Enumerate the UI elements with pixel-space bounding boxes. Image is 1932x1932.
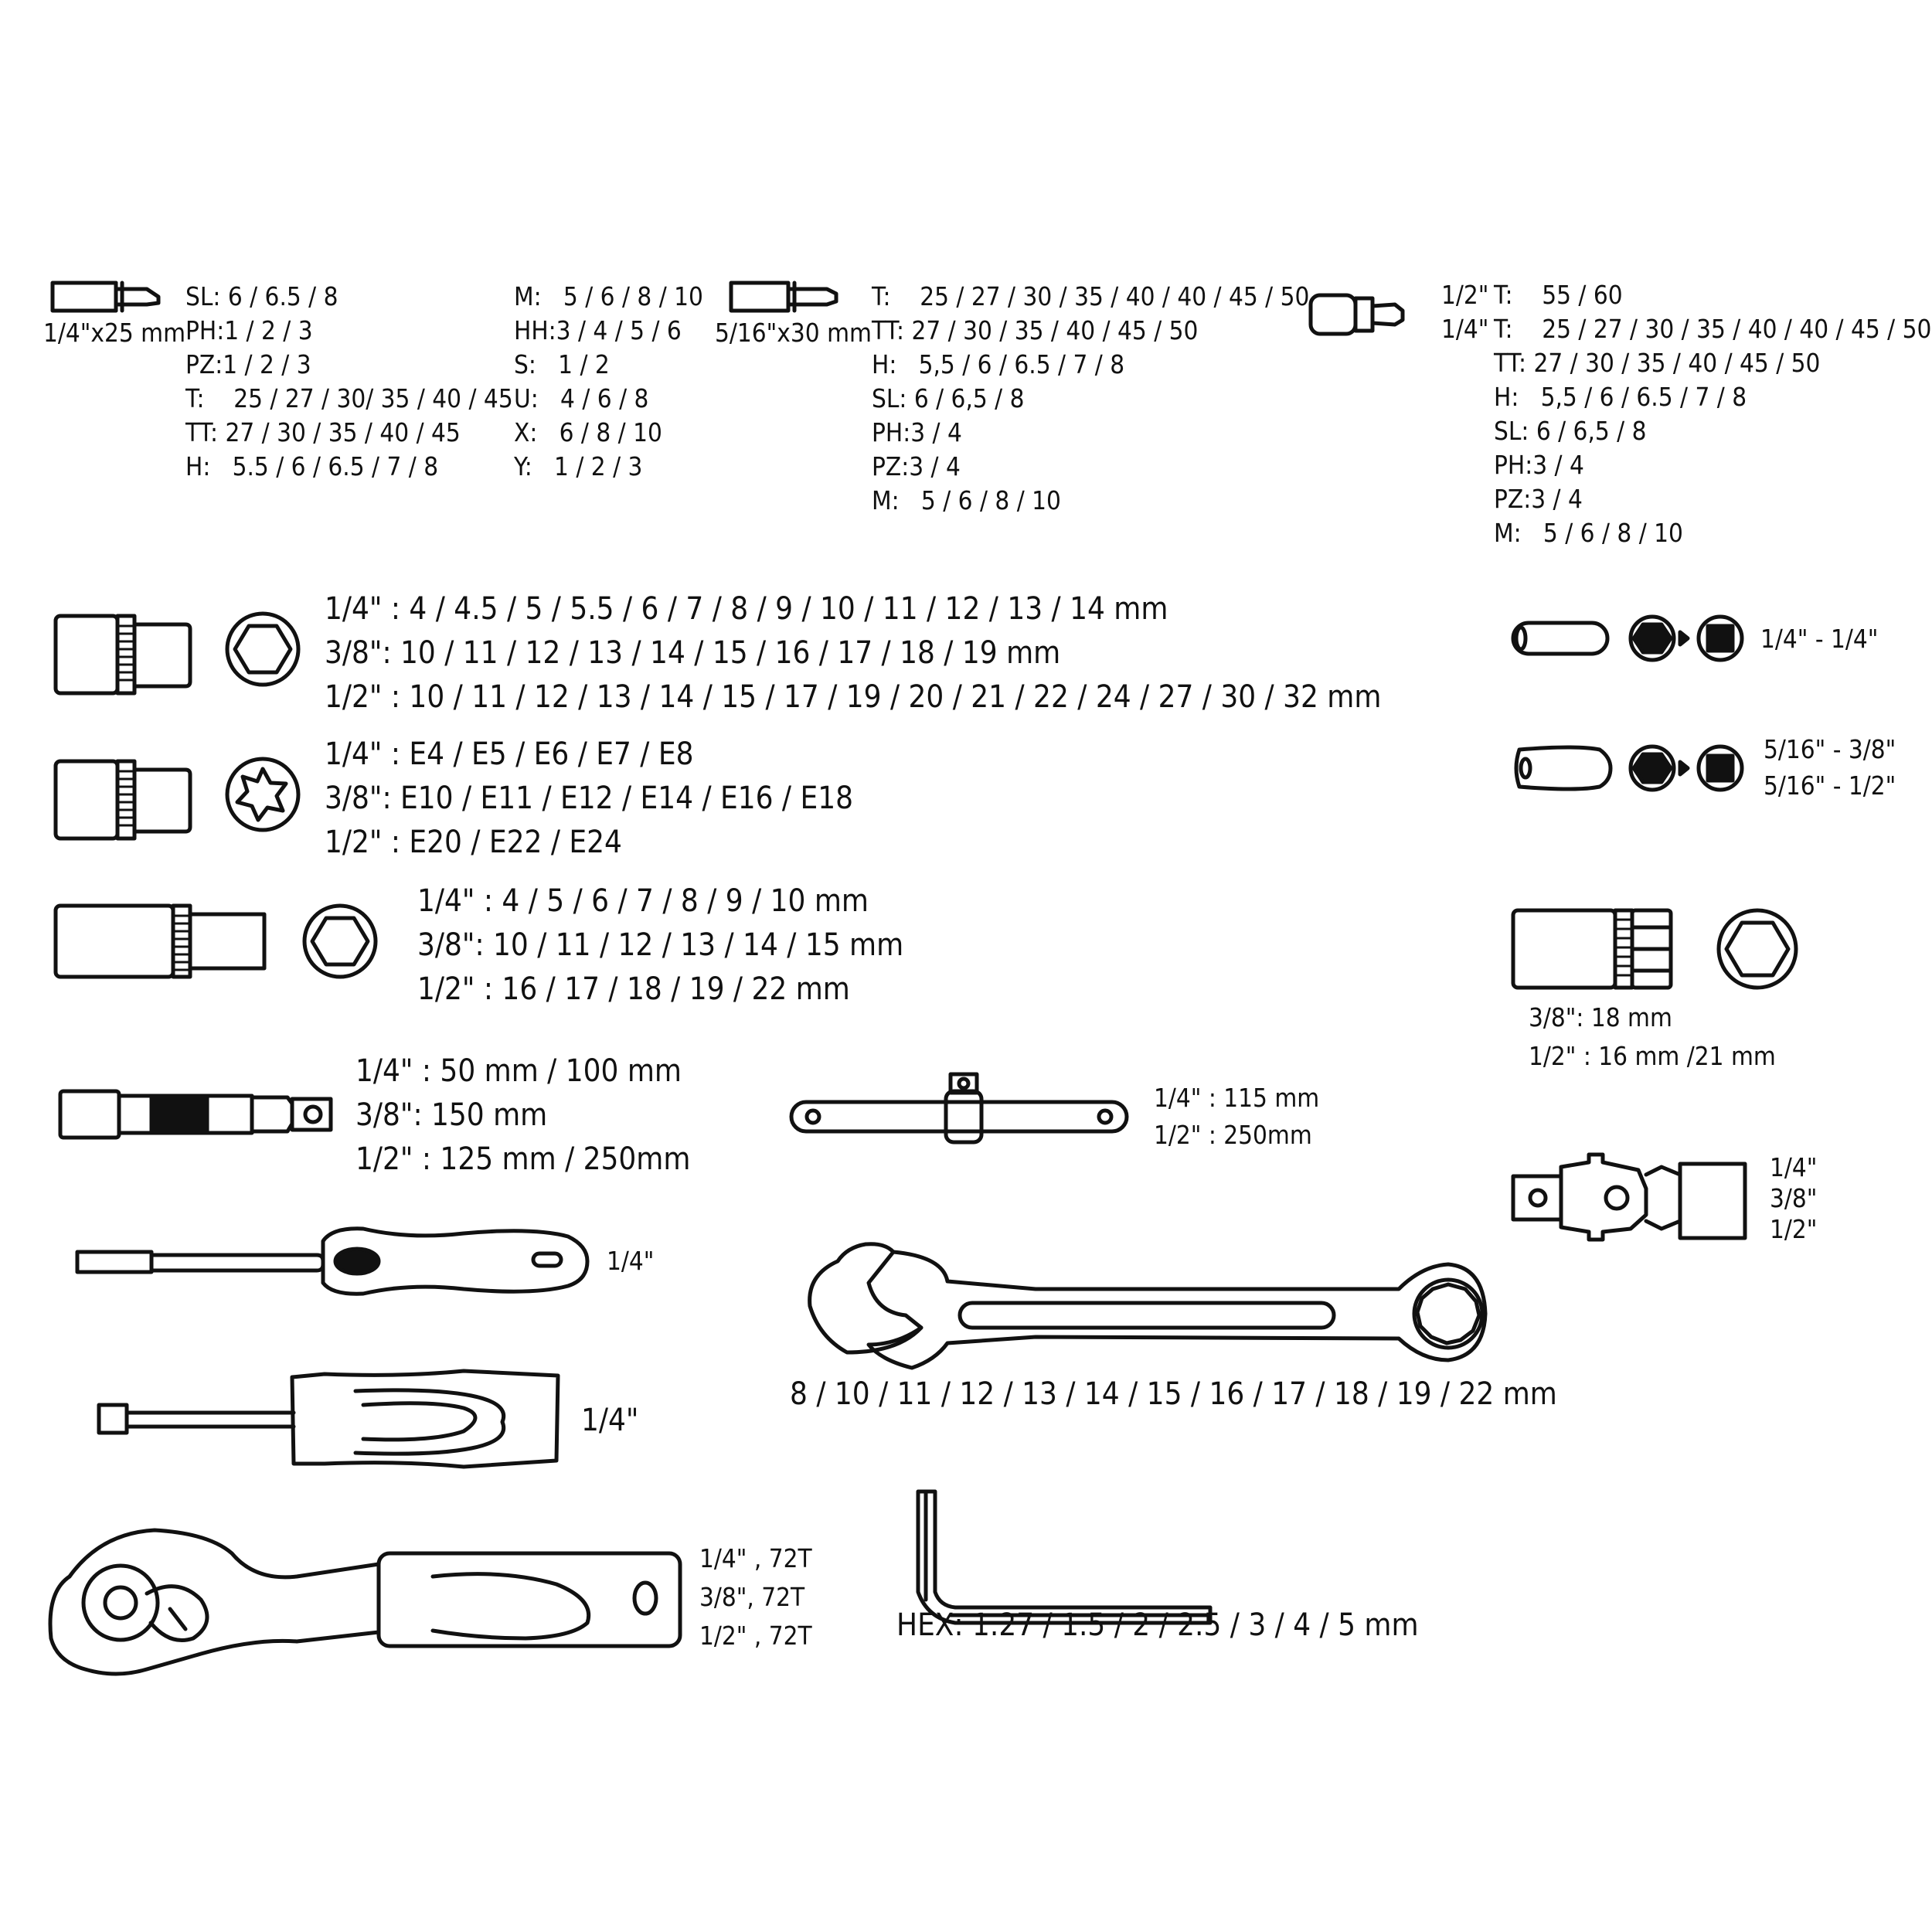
bit-socket-drive-quarter: 1/4": [1441, 314, 1489, 344]
t-bar-line-2: 1/2" : 250mm: [1154, 1120, 1312, 1150]
bit-socket-line-5: SL: 6 / 6,5 / 8: [1494, 416, 1647, 446]
ratchet-line-1: 1/4" , 72T: [699, 1543, 812, 1573]
extension-line-2: 3/8": 150 mm: [355, 1097, 548, 1133]
bit-socket-line-4: H: 5,5 / 6 / 6.5 / 7 / 8: [1494, 382, 1747, 412]
hex-socket-line-2: 3/8": 10 / 11 / 12 / 13 / 14 / 15 / 16 / 17 / 18 / 19 mm: [325, 635, 1061, 671]
ratchet-line-2: 3/8", 72T: [699, 1582, 805, 1612]
adapter-2-line-2: 5/16" - 1/2": [1764, 770, 1896, 801]
extension-line-1: 1/4" : 50 mm / 100 mm: [355, 1053, 682, 1089]
bits-30-line-2: TT: 27 / 30 / 35 / 40 / 45 / 50: [872, 315, 1199, 345]
hex-key-sizes: HEX: 1.27 / 1.5 / 2 / 2.5 / 3 / 4 / 5 mm: [896, 1607, 1419, 1643]
bits-30-line-3: H: 5,5 / 6 / 6.5 / 7 / 8: [872, 349, 1125, 379]
spinner-handle-icon: [99, 1371, 558, 1467]
wrench-sizes: 8 / 10 / 11 / 12 / 13 / 14 / 15 / 16 / 17 / 18 / 19 / 22 mm: [790, 1376, 1557, 1412]
bits-25-col2-line-6: Y: 1 / 2 / 3: [514, 451, 643, 481]
bit-socket-line-1: T: 55 / 60: [1494, 280, 1623, 310]
hex-socket-line-3: 1/2" : 10 / 11 / 12 / 13 / 14 / 15 / 17 / 19 / 20 / 21 / 22 / 24 / 27 / 30 / 32 mm: [325, 679, 1382, 715]
spark-plug-socket-front-icon: [1719, 910, 1796, 988]
universal-joint-line-3: 1/2": [1770, 1214, 1818, 1244]
t-bar-line-1: 1/4" : 115 mm: [1154, 1083, 1320, 1113]
t-bar-icon: [791, 1074, 1127, 1142]
bit-socket-icon: [1311, 295, 1403, 334]
bit-25mm-icon: [53, 283, 158, 311]
bits-25-col2-line-1: M: 5 / 6 / 8 / 10: [514, 281, 703, 311]
spark-plug-socket-side-icon: [1513, 910, 1671, 988]
bits-25-line-6: H: 5.5 / 6 / 6.5 / 7 / 8: [185, 451, 439, 481]
universal-joint-line-2: 3/8": [1770, 1183, 1818, 1213]
deep-socket-line-3: 1/2" : 16 / 17 / 18 / 19 / 22 mm: [417, 971, 850, 1007]
bits-25-col2-line-5: X: 6 / 8 / 10: [514, 417, 662, 447]
adapter-2-line-1: 5/16" - 3/8": [1764, 734, 1896, 764]
bits-30-line-1: T: 25 / 27 / 30 / 35 / 40 / 40 / 45 / 50: [872, 281, 1310, 311]
deep-socket-front-icon: [304, 906, 376, 977]
bit-socket-line-6: PH:3 / 4: [1494, 450, 1584, 480]
hex-socket-front-icon: [227, 614, 298, 685]
bits-25-line-1: SL: 6 / 6.5 / 8: [185, 281, 338, 311]
extension-line-3: 1/2" : 125 mm / 250mm: [355, 1141, 691, 1177]
deep-socket-side-icon: [56, 906, 264, 977]
bits-30-line-5: PH:3 / 4: [872, 417, 962, 447]
adapter-quarter-icon: [1513, 617, 1742, 660]
bit-holder-screwdriver-icon: [77, 1229, 587, 1294]
adapter-sixteenth-icon: [1516, 747, 1742, 790]
hex-socket-line-1: 1/4" : 4 / 4.5 / 5 / 5.5 / 6 / 7 / 8 / 9 / 10 / 11 / 12 / 13 / 14 mm: [325, 591, 1168, 627]
bits-25-size: 1/4"x25 mm: [43, 318, 186, 348]
bits-25-line-3: PZ:1 / 2 / 3: [185, 349, 311, 379]
adapter-1-label: 1/4" - 1/4": [1760, 624, 1879, 654]
hex-socket-side-icon: [56, 616, 190, 693]
bits-25-line-2: PH:1 / 2 / 3: [185, 315, 313, 345]
ratchet-icon: [50, 1530, 680, 1674]
deep-socket-line-1: 1/4" : 4 / 5 / 6 / 7 / 8 / 9 / 10 mm: [417, 883, 869, 919]
bit-holder-driver-size: 1/4": [607, 1246, 655, 1276]
bit-socket-line-2: T: 25 / 27 / 30 / 35 / 40 / 40 / 45 / 50: [1494, 314, 1932, 344]
torx-socket-front-icon: [227, 759, 298, 830]
bits-25-col2-line-4: U: 4 / 6 / 8: [514, 383, 649, 413]
spark-socket-line-1: 3/8": 18 mm: [1529, 1002, 1672, 1032]
bit-socket-line-3: TT: 27 / 30 / 35 / 40 / 45 / 50: [1494, 348, 1821, 378]
ratchet-line-3: 1/2" , 72T: [699, 1621, 812, 1651]
bits-25-line-4: T: 25 / 27 / 30/ 35 / 40 / 45: [185, 383, 513, 413]
torx-socket-line-3: 1/2" : E20 / E22 / E24: [325, 825, 622, 860]
bit-socket-line-8: M: 5 / 6 / 8 / 10: [1494, 518, 1683, 548]
bits-30-line-4: SL: 6 / 6,5 / 8: [872, 383, 1025, 413]
hex-key-icon: [918, 1492, 1210, 1623]
bits-30-size: 5/16"x30 mm: [715, 318, 872, 348]
spark-socket-line-2: 1/2" : 16 mm /21 mm: [1529, 1041, 1776, 1071]
universal-joint-icon: [1513, 1155, 1745, 1240]
torx-socket-side-icon: [56, 761, 190, 838]
torx-socket-line-1: 1/4" : E4 / E5 / E6 / E7 / E8: [325, 736, 694, 772]
bits-25-line-5: TT: 27 / 30 / 35 / 40 / 45: [185, 417, 461, 447]
universal-joint-line-1: 1/4": [1770, 1152, 1818, 1182]
extension-bar-icon: [60, 1091, 331, 1138]
torx-socket-line-2: 3/8": E10 / E11 / E12 / E14 / E16 / E18: [325, 781, 854, 816]
bits-30-line-6: PZ:3 / 4: [872, 451, 961, 481]
bit-socket-drive-half: 1/2": [1441, 280, 1489, 310]
bits-25-col2-line-2: HH:3 / 4 / 5 / 6: [514, 315, 682, 345]
combination-wrench-icon: [810, 1244, 1485, 1368]
bits-30-line-7: M: 5 / 6 / 8 / 10: [872, 485, 1061, 515]
bit-30mm-icon: [731, 283, 836, 311]
deep-socket-line-2: 3/8": 10 / 11 / 12 / 13 / 14 / 15 mm: [417, 927, 904, 963]
spinner-handle-size: 1/4": [581, 1403, 639, 1438]
bits-25-col2-line-3: S: 1 / 2: [514, 349, 610, 379]
bit-socket-line-7: PZ:3 / 4: [1494, 484, 1583, 514]
